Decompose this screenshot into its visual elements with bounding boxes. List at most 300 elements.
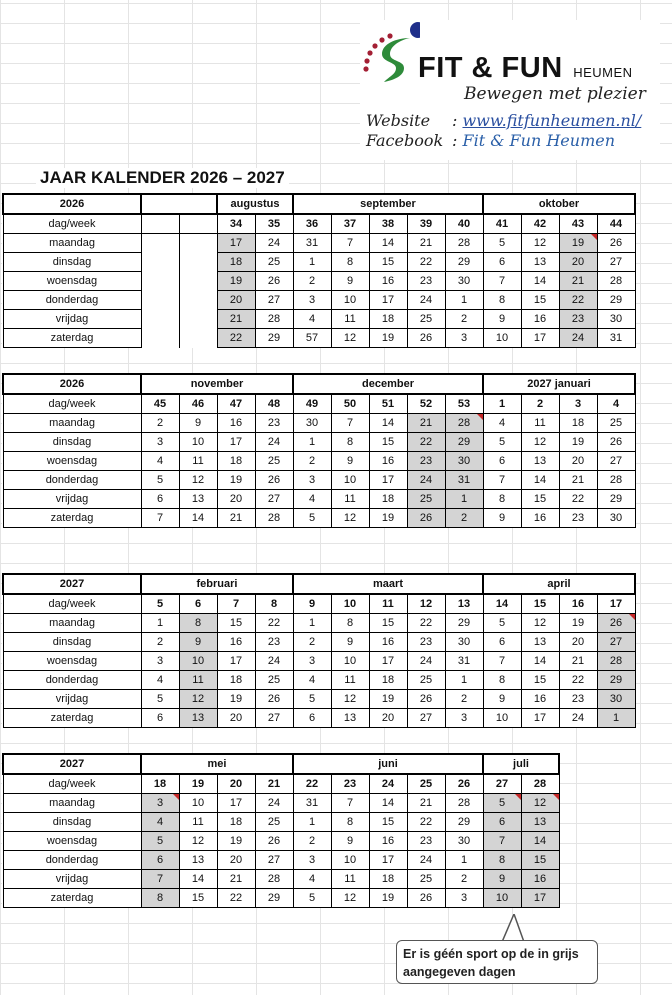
- day-cell: 8: [483, 851, 521, 870]
- day-cell: 30: [597, 690, 635, 709]
- day-label: maandag: [3, 414, 141, 433]
- page-title: JAAR KALENDER 2026 – 2027: [36, 168, 289, 188]
- week-number: [141, 214, 179, 234]
- day-label: zaterdag: [3, 329, 141, 348]
- day-cell: 17: [217, 794, 255, 813]
- day-cell: 19: [217, 471, 255, 490]
- week-number: 48: [255, 394, 293, 414]
- day-cell: 17: [369, 471, 407, 490]
- day-cell: 9: [483, 690, 521, 709]
- day-cell: 6: [483, 633, 521, 652]
- day-cell: 24: [255, 234, 293, 253]
- day-cell: 5: [293, 690, 331, 709]
- day-label: woensdag: [3, 272, 141, 291]
- day-cell: 24: [407, 851, 445, 870]
- day-cell: 23: [407, 832, 445, 851]
- day-cell: 10: [483, 889, 521, 908]
- week-number: 17: [597, 594, 635, 614]
- day-cell: 9: [331, 452, 369, 471]
- day-cell: 14: [179, 870, 217, 889]
- month-header: [141, 194, 217, 214]
- day-cell: 28: [255, 509, 293, 528]
- day-cell: 29: [597, 490, 635, 509]
- day-cell: 12: [331, 329, 369, 348]
- day-cell: 13: [521, 633, 559, 652]
- day-cell: 22: [407, 253, 445, 272]
- day-cell: 2: [445, 310, 483, 329]
- day-cell: 15: [217, 614, 255, 633]
- day-cell: 23: [255, 633, 293, 652]
- day-cell: 14: [521, 272, 559, 291]
- day-cell: 7: [331, 414, 369, 433]
- day-cell: 21: [559, 471, 597, 490]
- day-cell: 7: [141, 870, 179, 889]
- day-cell: 13: [179, 709, 217, 728]
- day-cell: 31: [445, 652, 483, 671]
- day-cell: 23: [407, 272, 445, 291]
- note-pointer: [500, 914, 526, 942]
- calendar-block-3: [2, 753, 560, 908]
- day-cell: 16: [521, 870, 559, 889]
- day-cell: 17: [369, 291, 407, 310]
- day-cell: 21: [407, 794, 445, 813]
- day-cell: 8: [331, 433, 369, 452]
- day-cell: 16: [217, 633, 255, 652]
- day-cell: 26: [597, 614, 635, 633]
- day-cell: 23: [407, 633, 445, 652]
- week-number: 51: [369, 394, 407, 414]
- day-cell: 11: [331, 671, 369, 690]
- day-label: woensdag: [3, 832, 141, 851]
- day-cell: 2: [445, 690, 483, 709]
- week-number: 12: [407, 594, 445, 614]
- day-cell: 17: [369, 851, 407, 870]
- day-cell: 7: [331, 234, 369, 253]
- day-cell: [179, 253, 217, 272]
- week-number: 53: [445, 394, 483, 414]
- day-cell: 28: [445, 234, 483, 253]
- day-label: dinsdag: [3, 253, 141, 272]
- day-cell: 12: [521, 794, 559, 813]
- week-number: 2: [521, 394, 559, 414]
- day-cell: 7: [331, 794, 369, 813]
- month-header: oktober: [483, 194, 635, 214]
- day-cell: 3: [293, 291, 331, 310]
- row-label: dag/week: [3, 394, 141, 414]
- week-number: 39: [407, 214, 445, 234]
- day-label: dinsdag: [3, 633, 141, 652]
- day-cell: 25: [597, 414, 635, 433]
- day-cell: 24: [255, 794, 293, 813]
- day-cell: 16: [521, 310, 559, 329]
- day-cell: [141, 329, 179, 348]
- day-cell: 20: [369, 709, 407, 728]
- day-cell: 19: [217, 832, 255, 851]
- day-cell: 8: [331, 614, 369, 633]
- week-number: 38: [369, 214, 407, 234]
- day-label: donderdag: [3, 671, 141, 690]
- website-link[interactable]: www.fitfunheumen.nl/: [462, 111, 642, 130]
- week-number: 27: [483, 774, 521, 794]
- day-cell: 18: [217, 253, 255, 272]
- day-cell: 14: [369, 794, 407, 813]
- day-cell: 26: [407, 509, 445, 528]
- day-cell: 4: [141, 452, 179, 471]
- day-cell: 24: [559, 329, 597, 348]
- brand-name: FIT & FUN HEUMEN: [418, 52, 633, 84]
- day-label: maandag: [3, 234, 141, 253]
- day-cell: 30: [445, 633, 483, 652]
- day-cell: 10: [331, 471, 369, 490]
- day-label: vrijdag: [3, 490, 141, 509]
- day-cell: 26: [597, 234, 635, 253]
- day-cell: 3: [141, 652, 179, 671]
- day-cell: 26: [407, 889, 445, 908]
- day-cell: 30: [293, 414, 331, 433]
- day-label: zaterdag: [3, 709, 141, 728]
- week-number: 5: [141, 594, 179, 614]
- day-cell: 23: [407, 452, 445, 471]
- day-label: dinsdag: [3, 433, 141, 452]
- day-cell: 1: [445, 490, 483, 509]
- day-cell: 1: [445, 291, 483, 310]
- day-cell: 16: [369, 272, 407, 291]
- day-cell: 14: [369, 234, 407, 253]
- day-cell: 16: [521, 509, 559, 528]
- day-cell: 29: [445, 433, 483, 452]
- day-cell: 16: [369, 452, 407, 471]
- day-cell: 11: [521, 414, 559, 433]
- day-cell: 26: [255, 471, 293, 490]
- week-number: 1: [483, 394, 521, 414]
- day-cell: 15: [369, 253, 407, 272]
- week-number: 50: [331, 394, 369, 414]
- week-number: 11: [369, 594, 407, 614]
- week-number: 35: [255, 214, 293, 234]
- day-cell: 10: [483, 329, 521, 348]
- week-number: 7: [217, 594, 255, 614]
- day-cell: 29: [445, 253, 483, 272]
- month-header: 2027 januari: [483, 374, 635, 394]
- day-label: maandag: [3, 794, 141, 813]
- day-cell: 28: [445, 414, 483, 433]
- day-cell: 22: [559, 671, 597, 690]
- week-number: 49: [293, 394, 331, 414]
- day-cell: 28: [255, 310, 293, 329]
- day-cell: 7: [483, 832, 521, 851]
- day-cell: 29: [597, 671, 635, 690]
- day-cell: 11: [179, 813, 217, 832]
- day-cell: 31: [293, 794, 331, 813]
- day-cell: 10: [179, 652, 217, 671]
- day-cell: 8: [331, 253, 369, 272]
- week-number: 37: [331, 214, 369, 234]
- day-cell: 30: [597, 509, 635, 528]
- website-sep: :: [452, 111, 458, 130]
- day-cell: 22: [559, 490, 597, 509]
- day-cell: 18: [217, 671, 255, 690]
- day-cell: 6: [141, 709, 179, 728]
- week-number: 18: [141, 774, 179, 794]
- day-cell: 12: [331, 509, 369, 528]
- month-header: juni: [293, 754, 483, 774]
- week-number: 36: [293, 214, 331, 234]
- day-cell: 10: [331, 652, 369, 671]
- week-number: 6: [179, 594, 217, 614]
- day-cell: 12: [179, 690, 217, 709]
- day-cell: 20: [559, 253, 597, 272]
- week-number: 25: [407, 774, 445, 794]
- day-cell: 4: [483, 414, 521, 433]
- day-cell: 9: [483, 509, 521, 528]
- day-cell: 23: [255, 414, 293, 433]
- day-cell: 15: [521, 671, 559, 690]
- note-callout: Er is géén sport op de in grijs aangegeven dagen: [396, 940, 598, 984]
- week-number: [179, 214, 217, 234]
- week-number: 8: [255, 594, 293, 614]
- day-cell: 21: [407, 414, 445, 433]
- day-cell: 28: [255, 870, 293, 889]
- day-cell: 10: [483, 709, 521, 728]
- day-cell: 27: [597, 452, 635, 471]
- day-cell: 17: [521, 709, 559, 728]
- day-cell: 9: [331, 272, 369, 291]
- day-cell: 19: [559, 234, 597, 253]
- day-cell: 6: [483, 452, 521, 471]
- day-cell: 4: [293, 671, 331, 690]
- day-cell: 14: [521, 652, 559, 671]
- day-cell: [141, 310, 179, 329]
- day-cell: 29: [445, 813, 483, 832]
- row-label: dag/week: [3, 774, 141, 794]
- row-label: dag/week: [3, 594, 141, 614]
- day-cell: 5: [293, 509, 331, 528]
- day-cell: 26: [255, 272, 293, 291]
- week-number: 40: [445, 214, 483, 234]
- day-cell: 13: [521, 452, 559, 471]
- day-cell: 13: [521, 253, 559, 272]
- day-cell: 2: [293, 452, 331, 471]
- day-cell: 21: [217, 310, 255, 329]
- day-cell: 1: [293, 433, 331, 452]
- month-header: september: [293, 194, 483, 214]
- week-number: 13: [445, 594, 483, 614]
- day-cell: 27: [255, 291, 293, 310]
- month-header: april: [483, 574, 635, 594]
- day-cell: 29: [255, 889, 293, 908]
- day-cell: 2: [141, 414, 179, 433]
- day-cell: 21: [407, 234, 445, 253]
- year-cell: 2027: [3, 574, 141, 594]
- day-cell: 25: [407, 310, 445, 329]
- year-cell: 2027: [3, 754, 141, 774]
- day-cell: 24: [255, 433, 293, 452]
- day-cell: 11: [331, 310, 369, 329]
- day-cell: 13: [521, 813, 559, 832]
- day-label: donderdag: [3, 291, 141, 310]
- day-cell: 14: [369, 414, 407, 433]
- day-cell: 23: [559, 509, 597, 528]
- day-cell: 5: [293, 889, 331, 908]
- day-cell: 16: [521, 690, 559, 709]
- day-cell: 9: [331, 832, 369, 851]
- day-cell: 20: [217, 490, 255, 509]
- day-cell: 18: [369, 671, 407, 690]
- week-number: 23: [331, 774, 369, 794]
- day-cell: 13: [331, 709, 369, 728]
- day-cell: 6: [141, 851, 179, 870]
- day-cell: 7: [483, 652, 521, 671]
- day-cell: 5: [483, 433, 521, 452]
- year-cell: 2026: [3, 374, 141, 394]
- day-cell: 4: [293, 490, 331, 509]
- day-cell: 14: [521, 832, 559, 851]
- day-cell: 21: [559, 652, 597, 671]
- day-cell: 21: [559, 272, 597, 291]
- day-cell: 15: [369, 614, 407, 633]
- day-cell: 3: [293, 471, 331, 490]
- day-cell: 9: [179, 414, 217, 433]
- day-cell: 28: [597, 272, 635, 291]
- day-cell: 15: [521, 851, 559, 870]
- day-cell: 24: [407, 291, 445, 310]
- week-number: 41: [483, 214, 521, 234]
- day-cell: 26: [255, 832, 293, 851]
- day-cell: 26: [597, 433, 635, 452]
- month-header: december: [293, 374, 483, 394]
- day-cell: 17: [217, 433, 255, 452]
- day-cell: 19: [559, 433, 597, 452]
- day-cell: 27: [255, 490, 293, 509]
- day-cell: 25: [255, 253, 293, 272]
- week-number: 43: [559, 214, 597, 234]
- week-number: 9: [293, 594, 331, 614]
- day-cell: 19: [369, 690, 407, 709]
- day-cell: [179, 291, 217, 310]
- day-cell: 26: [255, 690, 293, 709]
- day-cell: 28: [445, 794, 483, 813]
- day-cell: 26: [407, 329, 445, 348]
- day-cell: 26: [407, 690, 445, 709]
- week-number: 14: [483, 594, 521, 614]
- day-cell: 17: [217, 652, 255, 671]
- day-cell: 27: [597, 253, 635, 272]
- day-cell: 25: [407, 671, 445, 690]
- week-number: 34: [217, 214, 255, 234]
- day-cell: 19: [369, 889, 407, 908]
- day-label: woensdag: [3, 452, 141, 471]
- day-cell: 11: [331, 870, 369, 889]
- day-cell: 29: [597, 291, 635, 310]
- day-cell: [141, 272, 179, 291]
- day-cell: 5: [483, 234, 521, 253]
- day-cell: 20: [559, 452, 597, 471]
- day-cell: 25: [255, 671, 293, 690]
- day-cell: 5: [141, 690, 179, 709]
- day-cell: 13: [179, 851, 217, 870]
- day-cell: 17: [521, 329, 559, 348]
- day-label: donderdag: [3, 851, 141, 870]
- day-cell: 3: [141, 433, 179, 452]
- calendar-block-1: [2, 373, 636, 528]
- day-cell: 29: [255, 329, 293, 348]
- year-cell: 2026: [3, 194, 141, 214]
- day-cell: 19: [559, 614, 597, 633]
- facebook-label: Facebook: [366, 131, 444, 150]
- day-cell: 30: [445, 272, 483, 291]
- day-cell: 19: [369, 329, 407, 348]
- day-cell: 25: [407, 870, 445, 889]
- day-cell: 2: [141, 633, 179, 652]
- day-cell: 27: [407, 709, 445, 728]
- day-cell: 18: [217, 452, 255, 471]
- day-cell: 13: [179, 490, 217, 509]
- day-cell: 12: [331, 690, 369, 709]
- day-cell: 1: [445, 671, 483, 690]
- day-cell: 14: [521, 471, 559, 490]
- day-cell: 19: [369, 509, 407, 528]
- day-cell: 17: [369, 652, 407, 671]
- calendar-block-2: [2, 573, 636, 728]
- week-number: 20: [217, 774, 255, 794]
- day-cell: [141, 234, 179, 253]
- day-label: vrijdag: [3, 690, 141, 709]
- day-cell: 5: [141, 471, 179, 490]
- day-label: donderdag: [3, 471, 141, 490]
- day-cell: 19: [217, 272, 255, 291]
- day-cell: 57: [293, 329, 331, 348]
- day-cell: 22: [407, 813, 445, 832]
- month-header: mei: [141, 754, 293, 774]
- day-cell: 9: [179, 633, 217, 652]
- day-cell: 8: [331, 813, 369, 832]
- day-cell: 22: [407, 614, 445, 633]
- month-header: juli: [483, 754, 559, 774]
- day-cell: 18: [217, 813, 255, 832]
- day-cell: 25: [407, 490, 445, 509]
- day-cell: 19: [217, 690, 255, 709]
- slogan: Bewegen met plezier: [464, 84, 646, 104]
- day-cell: 2: [293, 272, 331, 291]
- day-cell: 12: [331, 889, 369, 908]
- week-number: 10: [331, 594, 369, 614]
- day-cell: 31: [445, 471, 483, 490]
- day-cell: 30: [597, 310, 635, 329]
- month-header: februari: [141, 574, 293, 594]
- day-cell: 17: [217, 234, 255, 253]
- day-cell: 24: [407, 471, 445, 490]
- day-cell: [179, 234, 217, 253]
- day-cell: 4: [293, 310, 331, 329]
- week-number: 45: [141, 394, 179, 414]
- day-cell: 23: [559, 310, 597, 329]
- day-cell: 5: [483, 614, 521, 633]
- day-cell: 12: [521, 234, 559, 253]
- day-cell: 18: [369, 870, 407, 889]
- day-cell: [141, 253, 179, 272]
- day-cell: 18: [559, 414, 597, 433]
- day-cell: 24: [559, 709, 597, 728]
- day-cell: 1: [293, 253, 331, 272]
- day-label: vrijdag: [3, 310, 141, 329]
- day-cell: [179, 272, 217, 291]
- day-cell: 22: [407, 433, 445, 452]
- day-cell: 12: [179, 471, 217, 490]
- calendar-block-0: [2, 193, 636, 348]
- website-label: Website: [366, 111, 431, 130]
- day-cell: 7: [483, 471, 521, 490]
- day-cell: 22: [217, 329, 255, 348]
